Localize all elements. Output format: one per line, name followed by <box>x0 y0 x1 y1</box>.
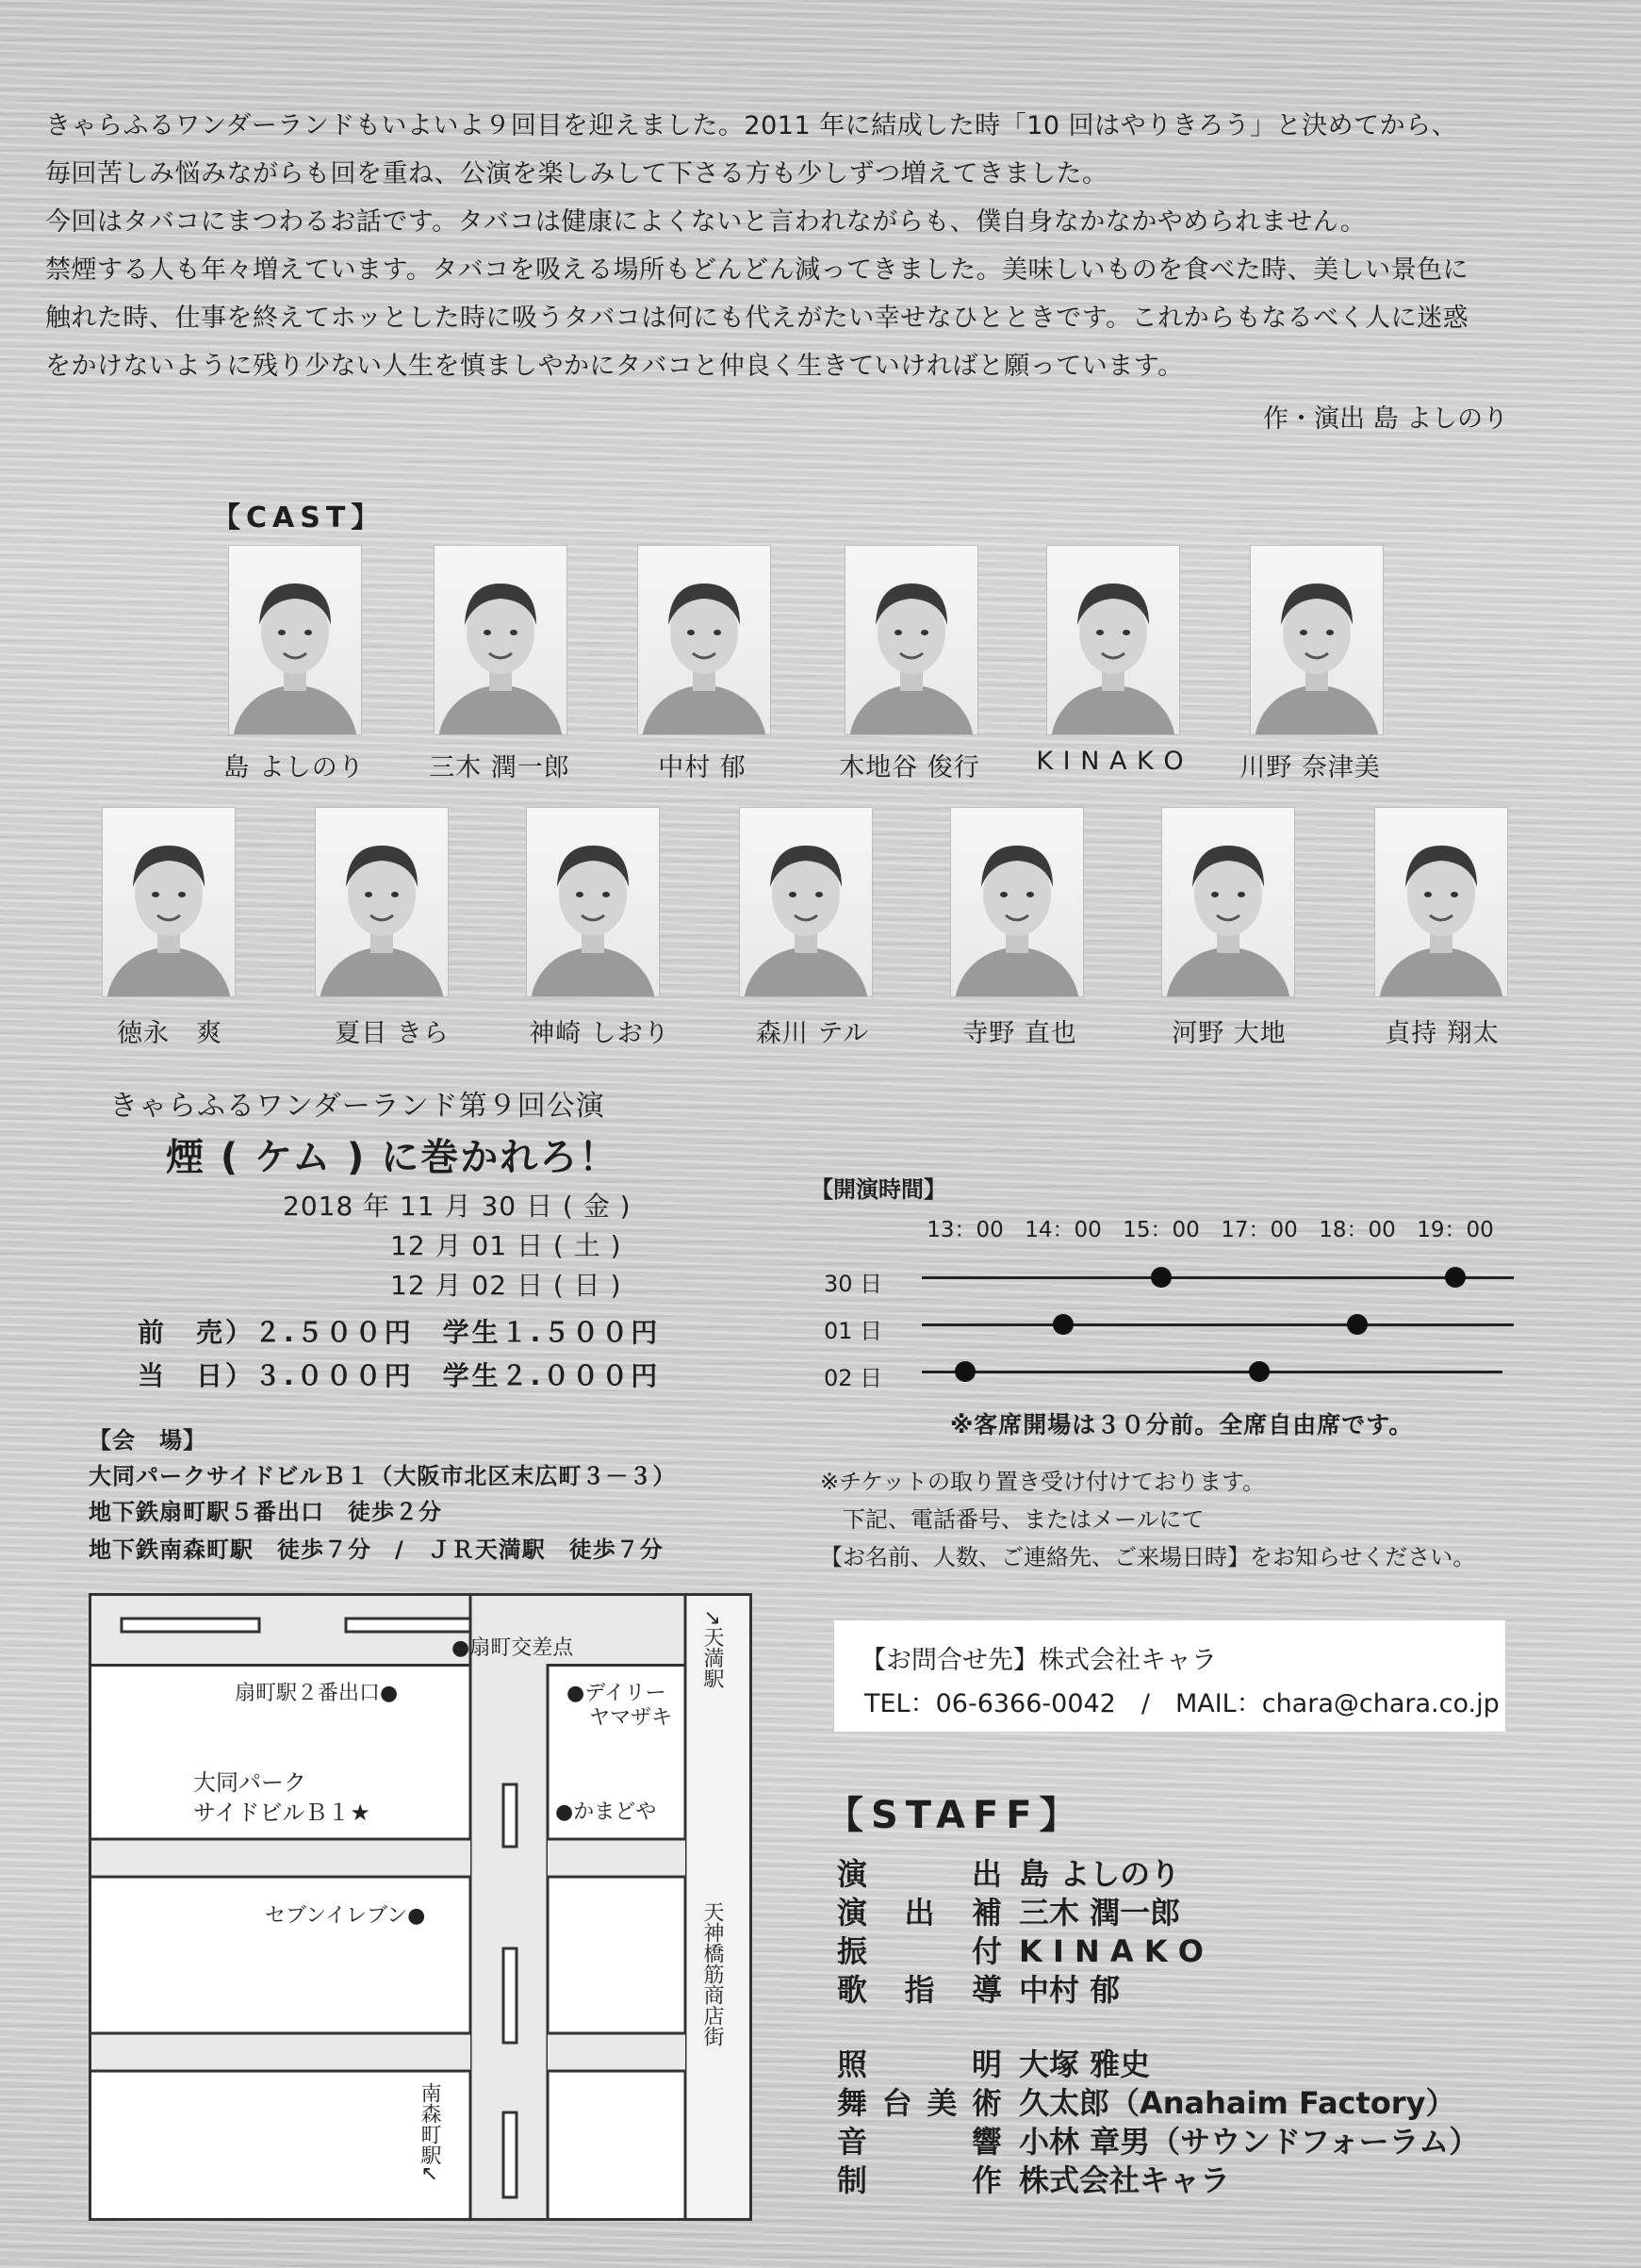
price-door: 当 日）３.０００円 学生２.０００円 <box>138 1360 661 1391</box>
schedule-heading: 【開演時間】 <box>811 1176 946 1203</box>
ticket-info <box>820 1463 1475 1576</box>
schedule-row-label: 02 日 <box>824 1365 883 1391</box>
cast-name: 中村 郁 <box>658 753 747 782</box>
cast-photo <box>1161 807 1295 997</box>
map-label-crossing: ●扇町交差点 <box>451 1636 574 1660</box>
cast-photo <box>1250 545 1384 735</box>
staff-role: 振付 <box>837 1933 1002 1969</box>
staff-name: K I N A K O <box>1019 1933 1204 1969</box>
map-label-tenjinbashi: 天神橋筋商店街 <box>700 1901 724 2046</box>
ticket-line: 【お名前、人数、ご連絡先、ご来場日時】をお知らせください。 <box>820 1544 1476 1570</box>
event-date: 12 月 01 日 ( 土 ) <box>390 1230 622 1261</box>
schedule-time-label: 17：00 <box>1221 1218 1298 1242</box>
cast-name: 徳永 爽 <box>117 1019 222 1048</box>
venue-access: 地下鉄扇町駅５番出口 徒歩２分 <box>89 1499 442 1525</box>
intro-line: をかけないように残り少ない人生を慎ましやかにタバコと仲良く生きていければと願っています。 <box>45 352 1184 381</box>
staff-role: 制作 <box>837 2162 1002 2198</box>
cast-photo <box>637 545 771 735</box>
map-label-minamimorimachi: 南森町駅↙ <box>418 2082 441 2183</box>
staff-row <box>837 1855 1479 1894</box>
map-label-venue: 大同パーク <box>193 1769 306 1796</box>
staff-row <box>837 1971 1479 2010</box>
cast-name: K I N A K O <box>1036 747 1185 776</box>
cast-photo <box>102 807 236 997</box>
schedule-time-label: 18：00 <box>1319 1218 1396 1242</box>
staff-name: 三木 潤一郎 <box>1019 1895 1181 1931</box>
map-label-daily: ●デイリー <box>566 1682 666 1705</box>
cast-name: 島 よしのり <box>223 753 365 782</box>
map-label-seven-eleven: セブンイレブン● <box>265 1904 426 1928</box>
staff-name: 株式会社キャラ <box>1019 2162 1231 2198</box>
cast-name: 貞持 翔太 <box>1385 1019 1500 1048</box>
staff-role: 照明 <box>837 2046 1002 2082</box>
map-label-station-exit: 扇町駅２番出口● <box>235 1682 399 1705</box>
staff-heading: 【STAFF】 <box>826 1794 1085 1837</box>
intro-line: 今回はタバコにまつわるお話です。タバコは健康によくないと言われながらも、僕自身なかなかやめられません。 <box>45 207 1367 237</box>
cast-name: 木地谷 俊行 <box>839 753 980 782</box>
staff-role: 舞台美術 <box>837 2085 1002 2121</box>
cast-name: 寺野 直也 <box>962 1019 1077 1048</box>
intro-line: きゃらふるワンダーランドもいよいよ９回目を迎えました。2011 年に結成した時「10 回はやりきろう」と決めてから、 <box>45 111 1458 140</box>
staff-role: 音響 <box>837 2124 1002 2160</box>
showtime-dot <box>1445 1267 1466 1288</box>
map-label-tenma: ↗天満駅 <box>700 1609 724 1689</box>
showtime-dot <box>1347 1314 1368 1335</box>
venue-access: 地下鉄南森町駅 徒歩７分 / ＪＲ天満駅 徒歩７分 <box>89 1537 664 1563</box>
ticket-line: ※チケットの取り置き受け付けております。 <box>820 1469 1266 1495</box>
map-label-daily: ヤマザキ <box>589 1706 673 1730</box>
staff-row <box>837 2161 1479 2200</box>
showtime-dot <box>955 1361 976 1382</box>
staff-row <box>837 2084 1479 2123</box>
intro-text <box>45 102 1469 390</box>
cast-name: 夏目 きら <box>335 1019 450 1048</box>
schedule-note: ※客席開場は３０分前。全席自由席です。 <box>950 1411 1414 1438</box>
staff-name: 大塚 雅史 <box>1019 2046 1151 2082</box>
staff-role: 演出 <box>837 1856 1002 1892</box>
staff-row <box>837 2123 1479 2161</box>
venue-address: 大同パークサイドビルＢ１（大阪市北区末広町３－３） <box>89 1463 677 1489</box>
staff-list <box>837 1855 1479 2200</box>
event-date: 12 月 02 日 ( 日 ) <box>390 1270 622 1301</box>
schedule-time-label: 14：00 <box>1025 1218 1102 1242</box>
cast-name: 河野 大地 <box>1172 1019 1287 1048</box>
price-advance: 前 売）２.５００円 学生１.５００円 <box>138 1317 661 1348</box>
staff-role: 歌指導 <box>837 1972 1002 2008</box>
showtime-dot <box>1249 1361 1270 1382</box>
schedule-line <box>922 1276 1514 1279</box>
staff-name: 島 よしのり <box>1019 1856 1181 1892</box>
cast-photo <box>739 807 873 997</box>
cast-heading: 【CAST】 <box>212 501 386 534</box>
schedule-row-label: 01 日 <box>824 1318 883 1344</box>
staff-name: 小林 章男（サウンドフォーラム） <box>1019 2124 1480 2160</box>
cast-photo <box>434 545 567 735</box>
event-subtitle: きゃらふるワンダーランド第９回公演 <box>109 1090 605 1123</box>
showtime-dot <box>1053 1314 1074 1335</box>
cast-photo <box>526 807 660 997</box>
contact-details: TEL：06-6366-0042 / MAIL：chara@chara.co.jp <box>864 1689 1500 1718</box>
staff-name: 中村 郁 <box>1019 1972 1121 2008</box>
contact-box <box>833 1619 1506 1733</box>
event-title: 煙 ( ケム ) に巻かれろ！ <box>166 1136 619 1179</box>
cast-photo <box>315 807 449 997</box>
map-label-venue: サイドビルＢ１★ <box>193 1800 370 1826</box>
cast-photo <box>845 545 978 735</box>
intro-line: 禁煙する人も年々増えています。タバコを吸える場所もどんどん減ってきました。美味しいものを食べた時、美しい景色に <box>45 255 1469 285</box>
director-signature: 作・演出 島 よしのり <box>1263 404 1509 434</box>
ticket-line: 下記、電話番号、またはメールにて <box>820 1506 1205 1533</box>
staff-row <box>837 1932 1479 1971</box>
access-map <box>89 1593 752 2221</box>
schedule-time-label: 15：00 <box>1123 1218 1200 1242</box>
cast-photo <box>950 807 1084 997</box>
contact-company: 【お問合せ先】株式会社キャラ <box>861 1646 1217 1675</box>
schedule-time-label: 13：00 <box>927 1218 1004 1242</box>
event-date: 2018 年 11 月 30 日 ( 金 ) <box>283 1191 632 1222</box>
schedule-line <box>922 1371 1502 1373</box>
intro-line: 触れた時、仕事を終えてホッとした時に吸うタバコは何にも代えがたい幸せなひとときです。これからもなるべく人に迷惑 <box>45 304 1469 333</box>
cast-name: 川野 奈津美 <box>1239 753 1381 782</box>
showtime-dot <box>1151 1267 1172 1288</box>
schedule-line <box>922 1323 1514 1326</box>
cast-name: 森川 テル <box>755 1019 870 1048</box>
staff-row <box>837 1894 1479 1932</box>
cast-photo <box>1046 545 1180 735</box>
cast-name: 三木 潤一郎 <box>429 753 570 782</box>
staff-row <box>837 2046 1479 2084</box>
map-label-kamadoya: ●かまどや <box>555 1800 657 1824</box>
intro-line: 毎回苦しみ悩みながらも回を重ね、公演を楽しみして下さる方も少しずつ増えてきました。 <box>45 159 1108 189</box>
staff-name: 久太郎（Anahaim Factory） <box>1019 2085 1456 2121</box>
schedule-time-label: 19：00 <box>1417 1218 1494 1242</box>
schedule-row-label: 30 日 <box>824 1271 883 1297</box>
staff-role: 演出補 <box>837 1895 1002 1931</box>
venue-heading: 【会 場】 <box>89 1427 206 1454</box>
cast-photo <box>1374 807 1508 997</box>
cast-photo <box>228 545 362 735</box>
cast-name: 神崎 しおり <box>529 1019 670 1048</box>
